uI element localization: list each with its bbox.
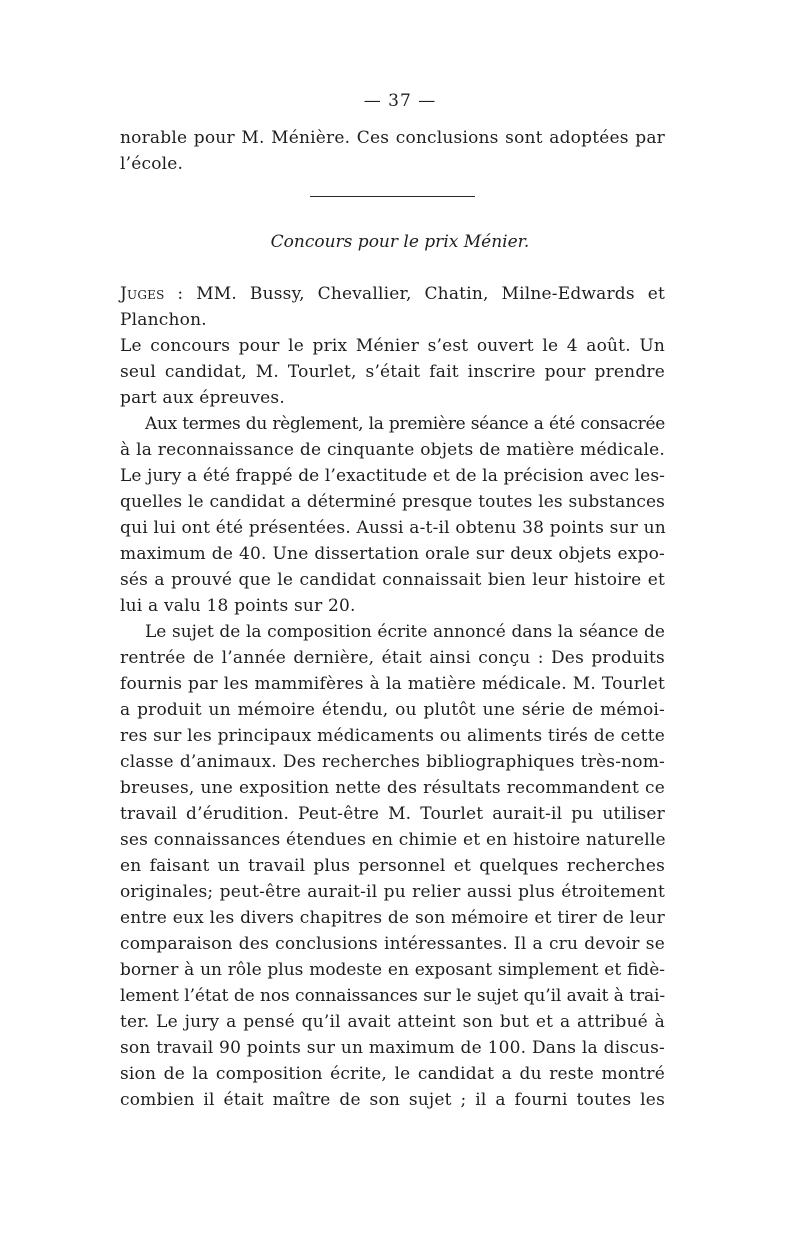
text-line: a produit un mémoire étendu, ou plutôt une série de mémoi- <box>120 700 665 720</box>
text-line: à la reconnaissance de cinquante objets de matière médicale. <box>120 440 665 460</box>
text-line: entre eux les divers chapitres de son mémoire et tirer de leur <box>120 908 665 928</box>
section-divider <box>310 196 475 197</box>
text-line: maximum de 40. Une dissertation orale sur deux objets expo- <box>120 544 665 564</box>
judges-line <box>120 281 665 307</box>
text-line: rentrée de l’année dernière, était ainsi conçu : Des produits <box>120 648 665 668</box>
text-line: norable pour M. Ménière. Ces conclusions sont adoptées par <box>120 128 665 148</box>
text-line: res sur les principaux médicaments ou aliments tirés de cette <box>120 726 665 746</box>
text-line: sés a prouvé que le candidat connaissait bien leur histoire et <box>120 570 665 590</box>
text-line: Le jury a été frappé de l’exactitude et de la précision avec les- <box>120 466 665 486</box>
section-title: Concours pour le prix Ménier. <box>270 232 530 252</box>
page-number: — 37 — <box>363 91 437 111</box>
text-line: lui a valu 18 points sur 20. <box>120 596 356 616</box>
text-line: lement l’état de nos connaissances sur le sujet qu’il avait à trai- <box>120 986 665 1006</box>
text-line: seul candidat, M. Tourlet, s’était fait inscrire pour prendre <box>120 362 665 382</box>
text-line: combien il était maître de son sujet ; il a fourni toutes les <box>120 1090 665 1110</box>
text-line: qui lui ont été présentées. Aussi a-t-il obtenu 38 points sur un <box>120 518 666 538</box>
paragraph-first-line: Le sujet de la composition écrite annoncé dans la séance de <box>145 622 665 642</box>
text-line: Planchon. <box>120 310 207 330</box>
text-line: comparaison des conclusions intéressantes. Il a cru devoir se <box>120 934 665 954</box>
text-line: quelles le candidat a déterminé presque toutes les substances <box>120 492 665 512</box>
text-line: part aux épreuves. <box>120 388 285 408</box>
text-line: en faisant un travail plus personnel et quelques recherches <box>120 856 665 876</box>
text-line: breuses, une exposition nette des résultats recommandent ce <box>120 778 665 798</box>
judges-list: : MM. Bussy, Chevallier, Chatin, Milne-Edwards et <box>164 284 665 304</box>
text-line: classe d’animaux. Des recherches bibliographiques très-nom- <box>120 752 665 772</box>
text-line: originales; peut-être aurait-il pu relier aussi plus étroitement <box>120 882 665 902</box>
text-line: ses connaissances étendues en chimie et en histoire naturelle <box>120 830 666 850</box>
paragraph-first-line: Le concours pour le prix Ménier s’est ouvert le 4 août. Un <box>120 336 665 356</box>
text-line: sion de la composition écrite, le candidat a du reste montré <box>120 1064 665 1084</box>
text-line: son travail 90 points sur un maximum de 100. Dans la discus- <box>120 1038 665 1058</box>
text-line: fournis par les mammifères à la matière médicale. M. Tourlet <box>120 674 665 694</box>
judges-label: Juges <box>120 284 165 304</box>
text-line: l’école. <box>120 154 184 174</box>
text-line: borner à un rôle plus modeste en exposant simplement et fidè- <box>120 960 665 980</box>
text-line: ter. Le jury a pensé qu’il avait atteint son but et a attribué à <box>120 1012 665 1032</box>
text-line: travail d’érudition. Peut-être M. Tourlet aurait-il pu utiliser <box>120 804 665 824</box>
paragraph-first-line: Aux termes du règlement, la première séance a été consacrée <box>145 414 665 434</box>
